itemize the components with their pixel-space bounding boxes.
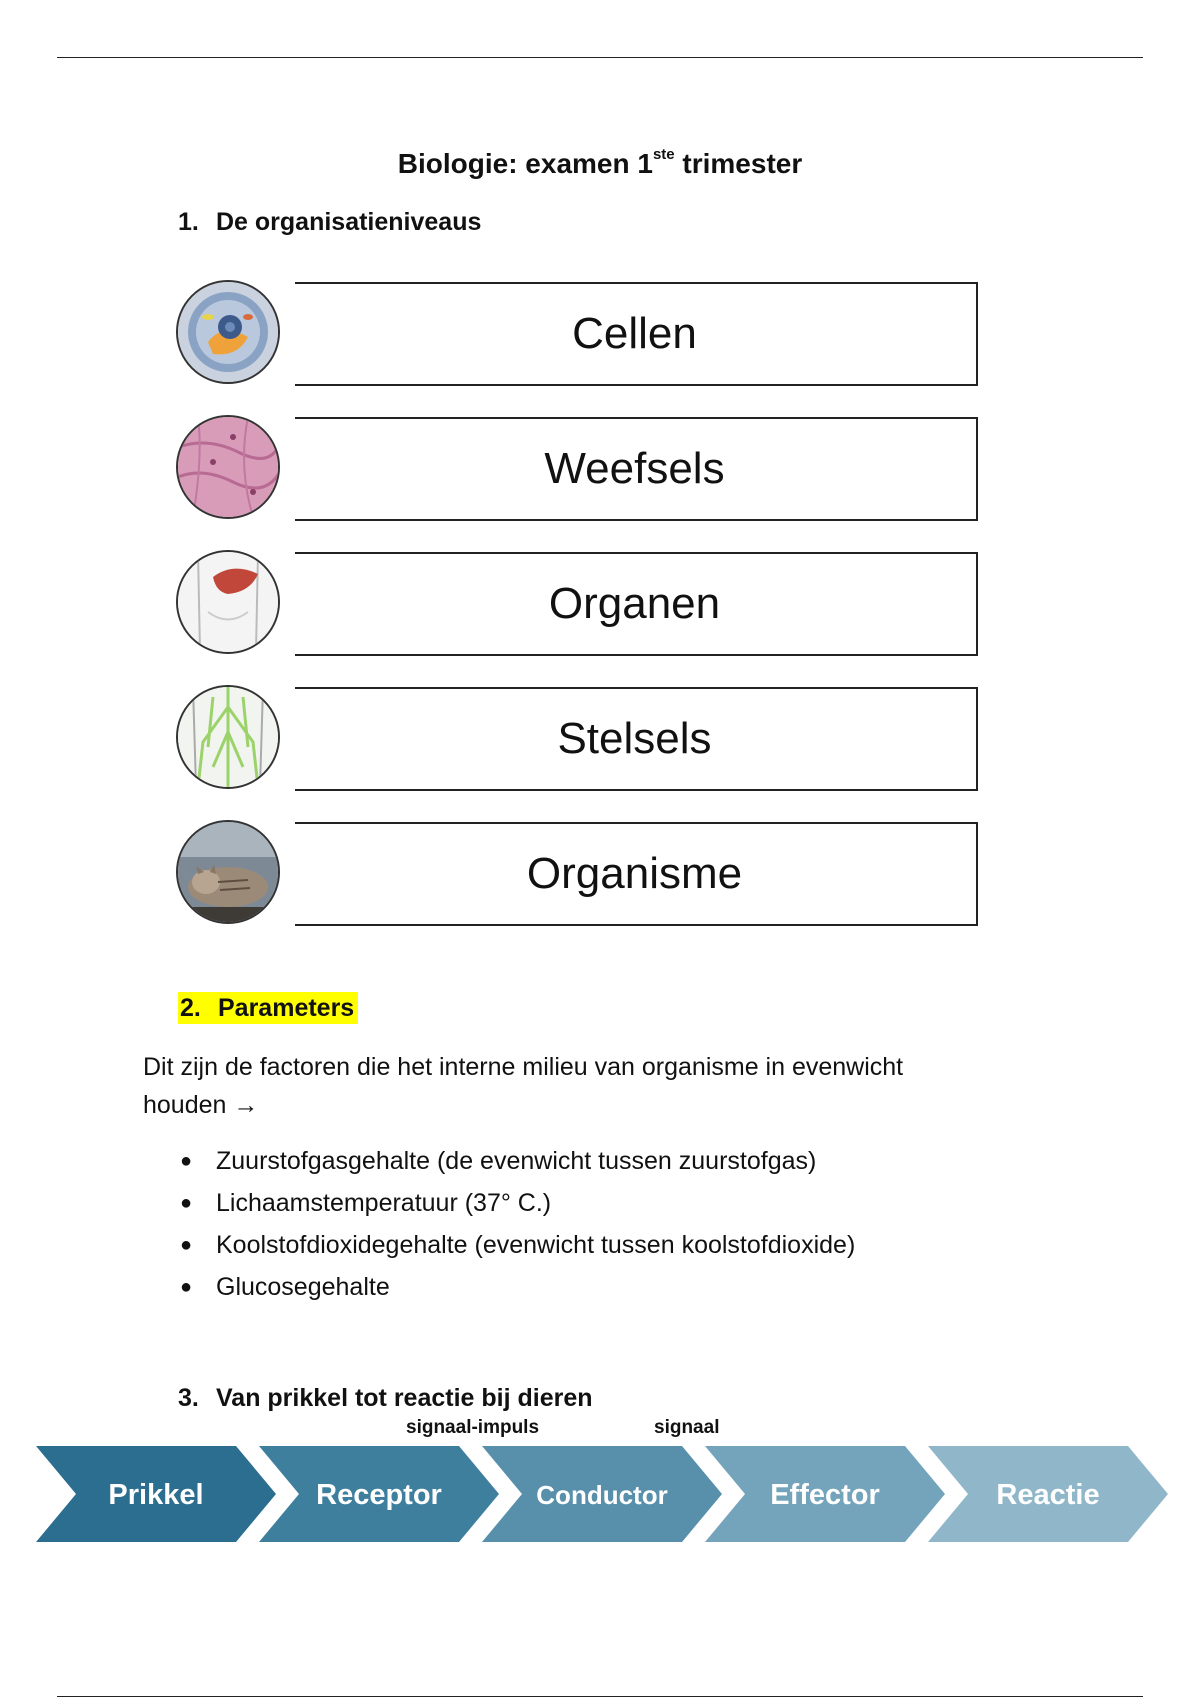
level-label: Stelsels <box>557 714 712 763</box>
parameters-intro <box>143 1048 1043 1124</box>
level-organisme <box>176 820 976 926</box>
signal-label: signaal <box>654 1417 720 1438</box>
bottom-rule <box>57 1696 1143 1697</box>
level-box <box>271 687 978 791</box>
list-item: ● Lichaamstemperatuur (37° C.) <box>180 1188 552 1217</box>
arrow-right-icon: → <box>233 1091 259 1119</box>
step-effector-label: Effector <box>770 1479 880 1511</box>
section-1-number: 1. <box>178 208 199 236</box>
signal-impulse-label: signaal-impuls <box>406 1417 540 1438</box>
level-box <box>271 552 978 656</box>
list-item: ● Glucosegehalte <box>180 1272 390 1301</box>
intro-line-1: Dit zijn de factoren die het interne milieu van organisme in evenwicht <box>143 1053 904 1081</box>
section-3-title: Van prikkel tot reactie bij dieren <box>216 1384 593 1412</box>
section-2-title: Parameters <box>218 994 355 1022</box>
level-label: Organen <box>548 579 721 628</box>
parameters-list <box>180 1140 855 1308</box>
section-2-heading <box>178 994 358 1023</box>
intro-line-2: houden <box>143 1091 227 1119</box>
level-cellen <box>176 280 976 386</box>
section-2-number: 2. <box>180 994 201 1022</box>
step-receptor-label: Receptor <box>316 1479 442 1511</box>
bullet-icon: ● <box>180 1233 193 1256</box>
level-label: Weefsels <box>544 444 725 493</box>
bullet-icon: ● <box>180 1275 193 1298</box>
list-item: ● Zuurstofgasgehalte (de evenwicht tussen zuurstofgas) <box>180 1146 817 1175</box>
stimulus-reaction-flow <box>36 1430 1176 1580</box>
level-box <box>271 282 978 386</box>
level-label: Organisme <box>526 849 743 898</box>
cell-icon <box>176 280 280 384</box>
tissue-icon <box>176 415 280 519</box>
step-reactie-label: Reactie <box>996 1479 1100 1511</box>
level-stelsels <box>176 685 976 791</box>
top-rule <box>57 57 1143 58</box>
section-3-number: 3. <box>178 1384 199 1412</box>
section-1-title: De organisatieniveaus <box>216 208 482 236</box>
section-3-heading <box>178 1384 593 1413</box>
system-icon <box>176 685 280 789</box>
section-1-heading <box>178 208 481 237</box>
organisation-levels <box>176 280 976 955</box>
step-prikkel-label: Prikkel <box>108 1479 204 1511</box>
level-label: Cellen <box>572 309 697 358</box>
organ-icon <box>176 550 280 654</box>
bullet-icon: ● <box>180 1149 193 1172</box>
page-title: Biologie: examen 1ste trimester <box>397 145 803 179</box>
bullet-icon: ● <box>180 1191 193 1214</box>
level-organen <box>176 550 976 656</box>
level-box <box>271 822 978 926</box>
list-item: ● Koolstofdioxidegehalte (evenwicht tussen koolstofdioxide) <box>180 1230 856 1259</box>
step-conductor-label: Conductor <box>536 1480 668 1510</box>
level-box <box>271 417 978 521</box>
level-weefsels <box>176 415 976 521</box>
organism-cat-icon <box>176 820 280 924</box>
